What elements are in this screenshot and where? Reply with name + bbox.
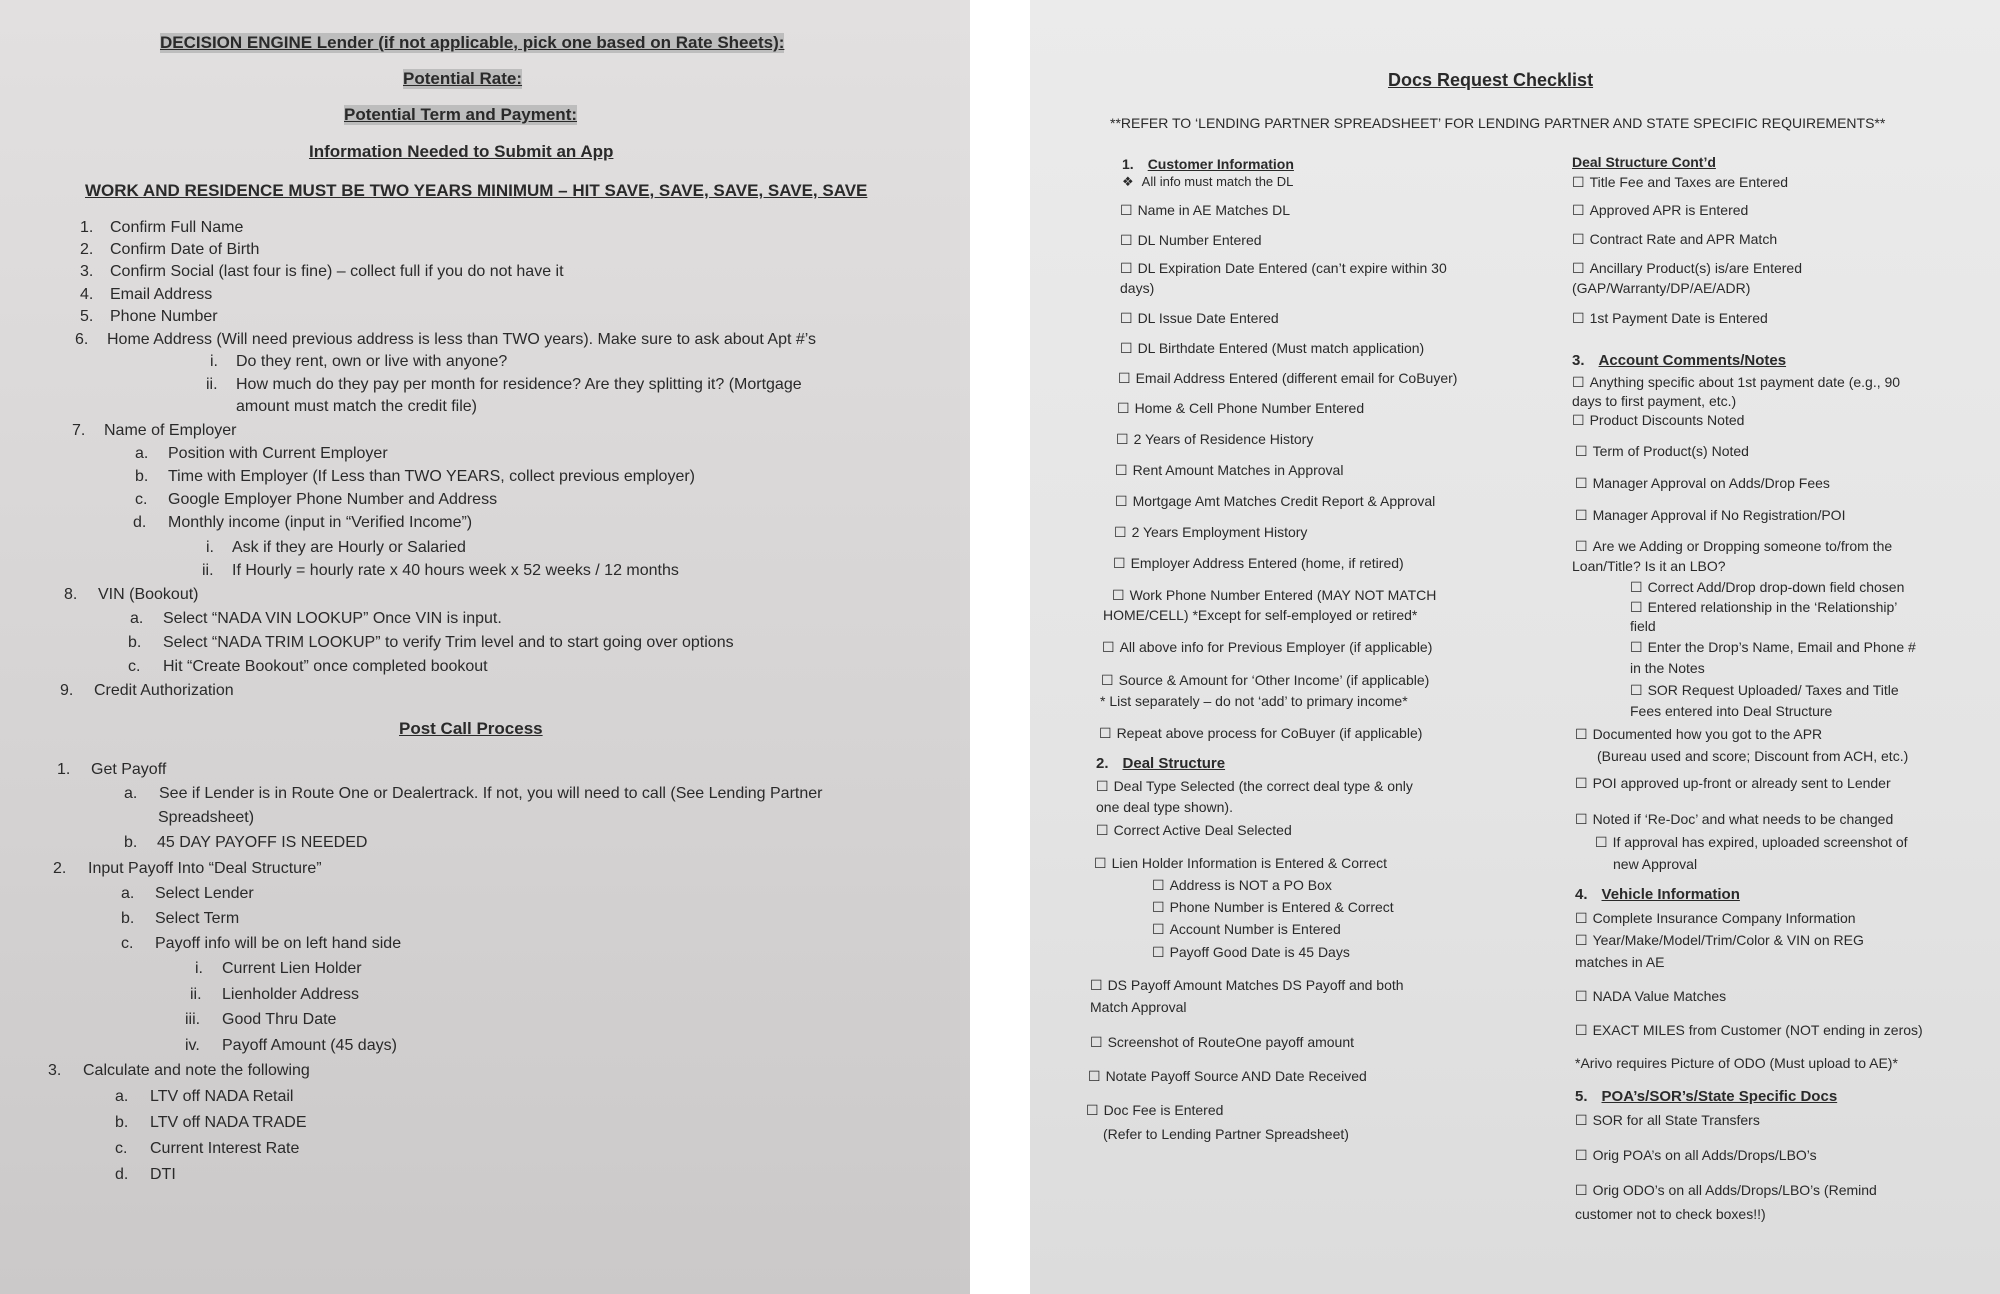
- arivo-note: *Arivo requires Picture of ODO (Must upload to AE)*: [1575, 1055, 1898, 1071]
- list-item: 1. Get Payoff: [57, 761, 167, 778]
- potential-term-heading: Potential Term and Payment:: [344, 105, 578, 124]
- post-call-heading: Post Call Process: [399, 719, 543, 738]
- list-item: b. Select “NADA TRIM LOOKUP” to verify Trim level and to start going over options: [128, 634, 734, 651]
- checklist-item: ☐ Orig POA’s on all Adds/Drops/LBO’s: [1575, 1145, 1817, 1165]
- checklist-item-cont: in the Notes: [1630, 660, 1705, 676]
- checklist-item: ☐ Name in AE Matches DL: [1120, 200, 1290, 220]
- checklist-item: ☐ Entered relationship in the ‘Relationship’: [1630, 597, 1897, 617]
- checklist-item: ☐ Correct Add/Drop drop-down field chosen: [1630, 577, 1904, 597]
- list-item: b. LTV off NADA TRADE: [115, 1114, 307, 1131]
- checklist-item-cont: customer not to check boxes!!): [1575, 1206, 1766, 1222]
- checklist-item-cont: days): [1120, 280, 1155, 296]
- checklist-item: ☐ Payoff Good Date is 45 Days: [1152, 942, 1350, 962]
- list-item: i. Ask if they are Hourly or Salaried: [206, 539, 466, 556]
- list-item: c. Payoff info will be on left hand side: [121, 935, 402, 952]
- checklist-item: ☐ Manager Approval if No Registration/POI: [1575, 505, 1845, 525]
- checklist-item: ☐ Account Number is Entered: [1152, 919, 1341, 939]
- diamond-bullet-icon: ❖: [1122, 174, 1134, 189]
- section-5-heading: 5. POA’s/SOR’s/State Specific Docs: [1575, 1088, 1838, 1105]
- checklist-item: ☐ Term of Product(s) Noted: [1575, 441, 1749, 461]
- checklist-item-cont: days to first payment, etc.): [1572, 393, 1737, 409]
- checklist-item: ☐ Rent Amount Matches in Approval: [1115, 460, 1343, 480]
- checklist-item: ☐ 1st Payment Date is Entered: [1572, 308, 1768, 328]
- list-item: amount must match the credit file): [236, 398, 477, 415]
- checklist-item: ☐ EXACT MILES from Customer (NOT ending in zeros): [1575, 1020, 1923, 1040]
- list-item: 4. Email Address: [80, 286, 213, 303]
- checklist-item-cont: (GAP/Warranty/DP/AE/ADR): [1572, 280, 1751, 296]
- checklist-title: Docs Request Checklist: [1388, 70, 1594, 90]
- checklist-item: ☐ Lien Holder Information is Entered & Correct: [1094, 853, 1387, 873]
- list-item: 3. Confirm Social (last four is fine) – collect full if you do not have it: [80, 263, 564, 280]
- list-item: 7. Name of Employer: [72, 422, 237, 439]
- checklist-item: ☐ DL Expiration Date Entered (can’t expire within 30: [1120, 258, 1447, 278]
- list-item: b. 45 DAY PAYOFF IS NEEDED: [124, 834, 368, 851]
- checklist-item: ☐ NADA Value Matches: [1575, 986, 1726, 1006]
- list-item: i. Do they rent, own or live with anyone?: [210, 353, 508, 370]
- refer-note: **REFER TO ‘LENDING PARTNER SPREADSHEET’ FOR LENDING PARTNER AND STATE SPECIFIC REQUIREMENTS**: [1110, 115, 1886, 131]
- checklist-item: ☐ 2 Years of Residence History: [1116, 429, 1313, 449]
- checklist-item: ☐ Source & Amount for ‘Other Income’ (if applicable): [1101, 670, 1429, 690]
- checklist-item-cont: * List separately – do not ‘add’ to primary income*: [1100, 693, 1408, 709]
- checklist-item: ☐ Doc Fee is Entered: [1086, 1100, 1223, 1120]
- list-item: c. Hit “Create Bookout” once completed bookout: [128, 658, 488, 675]
- checklist-item: ☐ Home & Cell Phone Number Entered: [1117, 398, 1364, 418]
- list-item: a. Position with Current Employer: [135, 445, 388, 462]
- checklist-item: ☐ Approved APR is Entered: [1572, 200, 1748, 220]
- checklist-item: ☐ All above info for Previous Employer (if applicable): [1102, 637, 1432, 657]
- checklist-item: ☐ 2 Years Employment History: [1114, 522, 1307, 542]
- list-item: c. Google Employer Phone Number and Address: [135, 491, 498, 508]
- checklist-item-cont: field: [1630, 618, 1656, 634]
- list-item: 9. Credit Authorization: [60, 682, 234, 699]
- list-item: d. Monthly income (input in “Verified Income”): [133, 514, 473, 531]
- checklist-item-cont: Loan/Title? Is it an LBO?: [1572, 558, 1726, 574]
- list-item: ❖ All info must match the DL: [1122, 174, 1294, 189]
- list-item: 2. Confirm Date of Birth: [80, 241, 260, 258]
- list-item: 6. Home Address (Will need previous address is less than TWO years). Make sure to ask about Apt #’s: [75, 331, 817, 348]
- checklist-item-cont: HOME/CELL) *Except for self-employed or retired*: [1103, 607, 1418, 623]
- checklist-item-cont: Match Approval: [1090, 999, 1187, 1015]
- checklist-item-cont: one deal type shown).: [1096, 799, 1233, 815]
- checklist-item: ☐ Phone Number is Entered & Correct: [1152, 897, 1394, 917]
- checklist-item: ☐ Manager Approval on Adds/Drop Fees: [1575, 473, 1830, 493]
- list-item: a. LTV off NADA Retail: [115, 1088, 294, 1105]
- right-document-page: [1030, 0, 2000, 1294]
- list-item: a. See if Lender is in Route One or Dealertrack. If not, you will need to call (See Lending Partner: [124, 785, 823, 802]
- list-item: 2. Input Payoff Into “Deal Structure”: [53, 860, 322, 877]
- list-item: ii. Lienholder Address: [190, 986, 359, 1003]
- checklist-item: ☐ DL Number Entered: [1120, 230, 1262, 250]
- checklist-item: ☐ If approval has expired, uploaded screenshot of: [1595, 832, 1908, 852]
- list-item: a. Select Lender: [121, 885, 254, 902]
- list-item: ii. If Hourly = hourly rate x 40 hours week x 52 weeks / 12 months: [202, 562, 679, 579]
- section-4-heading: 4. Vehicle Information: [1575, 886, 1740, 903]
- checklist-item: ☐ Deal Type Selected (the correct deal type & only: [1096, 776, 1413, 796]
- checklist-item: ☐ Employer Address Entered (home, if retired): [1113, 553, 1404, 573]
- list-item: iii. Good Thru Date: [185, 1011, 337, 1028]
- two-years-minimum-heading: WORK AND RESIDENCE MUST BE TWO YEARS MINIMUM – HIT SAVE, SAVE, SAVE, SAVE, SAVE: [85, 181, 868, 200]
- checklist-item: ☐ Address is NOT a PO Box: [1152, 875, 1332, 895]
- checklist-item: ☐ Are we Adding or Dropping someone to/from the: [1575, 536, 1892, 556]
- checklist-item: ☐ Repeat above process for CoBuyer (if applicable): [1099, 723, 1422, 743]
- checklist-item: ☐ Noted if ‘Re-Doc’ and what needs to be changed: [1575, 809, 1893, 829]
- section-1-heading: 1. Customer Information: [1122, 156, 1294, 172]
- checklist-item-cont: (Refer to Lending Partner Spreadsheet): [1103, 1126, 1349, 1142]
- section-3-heading: 3. Account Comments/Notes: [1572, 352, 1787, 369]
- checklist-item-cont: matches in AE: [1575, 954, 1665, 970]
- checklist-item: ☐ DS Payoff Amount Matches DS Payoff and both: [1090, 975, 1404, 995]
- list-item: b. Select Term: [121, 910, 240, 927]
- checklist-item: ☐ Mortgage Amt Matches Credit Report & Approval: [1115, 491, 1435, 511]
- list-item: Spreadsheet): [158, 809, 255, 826]
- checklist-item: ☐ Contract Rate and APR Match: [1572, 229, 1777, 249]
- checklist-item-cont: Fees entered into Deal Structure: [1630, 703, 1833, 719]
- potential-rate-heading: Potential Rate:: [403, 69, 523, 88]
- list-item: 1. Confirm Full Name: [80, 219, 244, 236]
- list-item: 3. Calculate and note the following: [48, 1062, 310, 1079]
- checklist-item-cont: (Bureau used and score; Discount from ACH, etc.): [1597, 748, 1909, 764]
- checklist-item: ☐ Title Fee and Taxes are Entered: [1572, 172, 1788, 192]
- deal-structure-contd-heading: Deal Structure Cont’d: [1572, 154, 1716, 170]
- left-document-page: [0, 0, 970, 1294]
- list-item: iv. Payoff Amount (45 days): [185, 1037, 397, 1054]
- decision-engine-heading: DECISION ENGINE Lender (if not applicable, pick one based on Rate Sheets):: [160, 33, 785, 52]
- checklist-item: ☐ Ancillary Product(s) is/are Entered: [1572, 258, 1802, 278]
- checklist-item: ☐ Year/Make/Model/Trim/Color & VIN on REG: [1575, 930, 1864, 950]
- checklist-item: ☐ Work Phone Number Entered (MAY NOT MATCH: [1112, 585, 1436, 605]
- checklist-item: ☐ Anything specific about 1st payment date (e.g., 90: [1572, 372, 1900, 392]
- checklist-item: ☐ SOR Request Uploaded/ Taxes and Title: [1630, 680, 1899, 700]
- checklist-item: ☐ Notate Payoff Source AND Date Received: [1088, 1066, 1367, 1086]
- list-item: i. Current Lien Holder: [195, 960, 362, 977]
- checklist-item: ☐ POI approved up-front or already sent to Lender: [1575, 773, 1891, 793]
- section-2-heading: 2. Deal Structure: [1096, 755, 1226, 772]
- checklist-item: ☐ Enter the Drop’s Name, Email and Phone #: [1630, 637, 1916, 657]
- list-item: c. Current Interest Rate: [115, 1140, 300, 1157]
- checklist-item: ☐ Orig ODO’s on all Adds/Drops/LBO’s (Remind: [1575, 1180, 1877, 1200]
- checklist-item: ☐ Email Address Entered (different email for CoBuyer): [1118, 368, 1457, 388]
- checklist-item: ☐ Complete Insurance Company Information: [1575, 908, 1856, 928]
- checklist-item: ☐ DL Birthdate Entered (Must match application): [1120, 338, 1424, 358]
- list-item: 5. Phone Number: [80, 308, 218, 325]
- list-item: a. Select “NADA VIN LOOKUP” Once VIN is input.: [130, 610, 502, 627]
- list-item: d. DTI: [115, 1166, 176, 1183]
- checklist-item: ☐ SOR for all State Transfers: [1575, 1110, 1760, 1130]
- checklist-item: ☐ DL Issue Date Entered: [1120, 308, 1279, 328]
- checklist-item: ☐ Product Discounts Noted: [1572, 410, 1744, 430]
- list-item: ii. How much do they pay per month for residence? Are they splitting it? (Mortgage: [206, 376, 802, 393]
- info-needed-heading: Information Needed to Submit an App: [309, 142, 614, 161]
- list-item: b. Time with Employer (If Less than TWO YEARS, collect previous employer): [135, 468, 695, 485]
- checklist-item-cont: new Approval: [1613, 856, 1698, 872]
- checklist-item: ☐ Correct Active Deal Selected: [1096, 820, 1292, 840]
- checklist-item: ☐ Screenshot of RouteOne payoff amount: [1090, 1032, 1354, 1052]
- list-item: 8. VIN (Bookout): [64, 586, 199, 603]
- checklist-item: ☐ Documented how you got to the APR: [1575, 724, 1822, 744]
